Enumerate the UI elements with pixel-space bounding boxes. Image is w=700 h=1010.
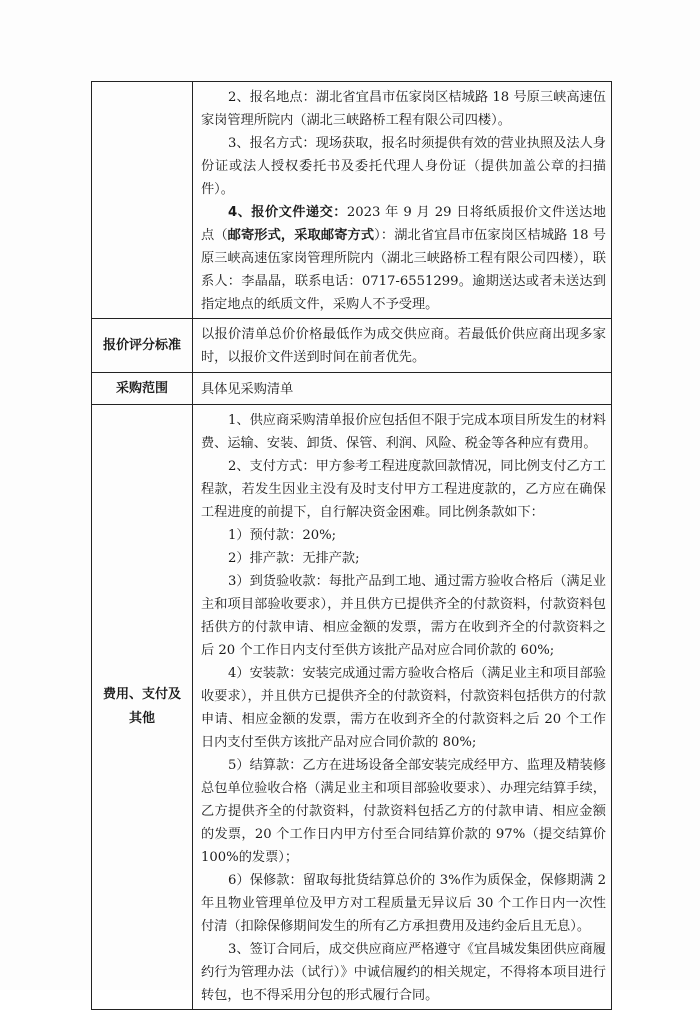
payment-clause-2: 2、支付方式：甲方参考工程进度款回款情况，同比例支付乙方工程款，若发生因业主没有及时支付甲方工程进度款的，乙方应在确保工程进度的前提下，自行解决资金困难。同比例条款如下： <box>201 459 606 520</box>
payment-sub-1: 1）预付款：20%; <box>228 528 337 543</box>
payment-sub-4: 4）安装款：安装完成通过需方验收合格后（满足业主和项目部验收要求），并且供方已提供齐全的付款资料，付款资料包括供方的付款申请、相应金额的发票，需方在收到齐全的付款资料之后 20 个工作日内支付至供方该批产品对应合同价款的 80%; <box>201 666 606 750</box>
payment-clause-1: 1、供应商采购清单报价应包括但不限于完成本项目所发生的材料费、运输、安装、卸货、保管、利润、风险、税金等各种应有费用。 <box>201 413 606 451</box>
payment-sub-5: 5）结算款：乙方在进场设备全部安装完成经甲方、监理及精装修总包单位验收合格（满足业主和项目部验收要求）、办理完结算手续，乙方提供齐全的付款资料，付款资料包括乙方的付款申请、相应金额的发票，20 个工作日内甲方付至合同结算价款的 97%（提交结算价 100%的发票）； <box>201 758 606 865</box>
quote-submission-date: 2023 年 9 月 29 日将纸质报价文件送达地点（ <box>201 205 606 243</box>
quote-submission <box>201 201 606 316</box>
registration-content-cell <box>193 82 612 319</box>
registration-label-cell <box>92 82 193 319</box>
payment-label-line2: 其他 <box>128 711 155 726</box>
payment-label-line1: 费用、支付及 <box>102 687 181 702</box>
registration-row <box>92 82 612 319</box>
payment-sub-3: 3）到货验收款：每批产品到工地、通过需方验收合格后（满足业主和项目部验收要求），并且供方已提供齐全的付款资料，付款资料包括供方的付款申请、相应金额的发票，需方在收到齐全的付款资料之后 20 个工作日内支付至供方该批产品对应合同价款的 60%; <box>201 574 606 658</box>
scope-content-cell <box>193 373 612 405</box>
scope-label: 采购范围 <box>92 373 193 405</box>
scoring-text: 以报价清单总价价格最低作为成交供应商。若最低价供应商出现多家时，以报价文件送到时间在前者优先。 <box>201 327 606 365</box>
payment-label-cell <box>92 405 193 1010</box>
scope-row <box>92 373 612 405</box>
payment-sub-6: 6）保修款：留取每批货结算总价的 3%作为质保金，保修期满 2 年且物业管理单位及甲方对工程质量无异议后 30 个工作日内一次性付清（扣除保修期间发生的所有乙方承担费用及违约金后且无息）。 <box>201 873 606 934</box>
quote-submission-rest: ）：湖北省宜昌市伍家岗区桔城路 18 号原三峡高速伍家岗管理所院内（湖北三峡路桥工程有限公司四楼），联系人：李晶晶，联系电话：0717-6551299。逾期送达或者未送达到指定地点的纸质文件，采购人不予受理。 <box>201 228 606 312</box>
payment-clause-3: 3、签订合同后，成交供应商应严格遵守《宜昌城发集团供应商履约行为管理办法（试行）》中诚信履约的相关规定，不得将本项目进行转包，也不得采用分包的形式履行合同。 <box>201 942 606 1003</box>
scoring-row <box>92 319 612 373</box>
scoring-content-cell <box>193 319 612 373</box>
registration-method: 3、报名方式：现场获取，报名时须提供有效的营业执照及法人身份证或法人授权委托书及委托代理人身份证（提供加盖公章的扫描件）。 <box>201 136 606 197</box>
payment-content-cell <box>193 405 612 1010</box>
quote-submission-mail: 邮寄形式，采取邮寄方式 <box>227 228 375 243</box>
scope-text: 具体见采购清单 <box>201 382 294 397</box>
payment-row <box>92 405 612 1010</box>
quote-submission-lead: 4、报价文件递交： <box>228 205 347 220</box>
scoring-label: 报价评分标准 <box>92 319 193 373</box>
payment-sub-2: 2）排产款：无排产款; <box>228 551 360 566</box>
registration-address: 2、报名地点：湖北省宜昌市伍家岗区桔城路 18 号原三峡高速伍家岗管理所院内（湖北三峡路桥工程有限公司四楼）。 <box>201 90 606 128</box>
procurement-table <box>91 81 612 1010</box>
